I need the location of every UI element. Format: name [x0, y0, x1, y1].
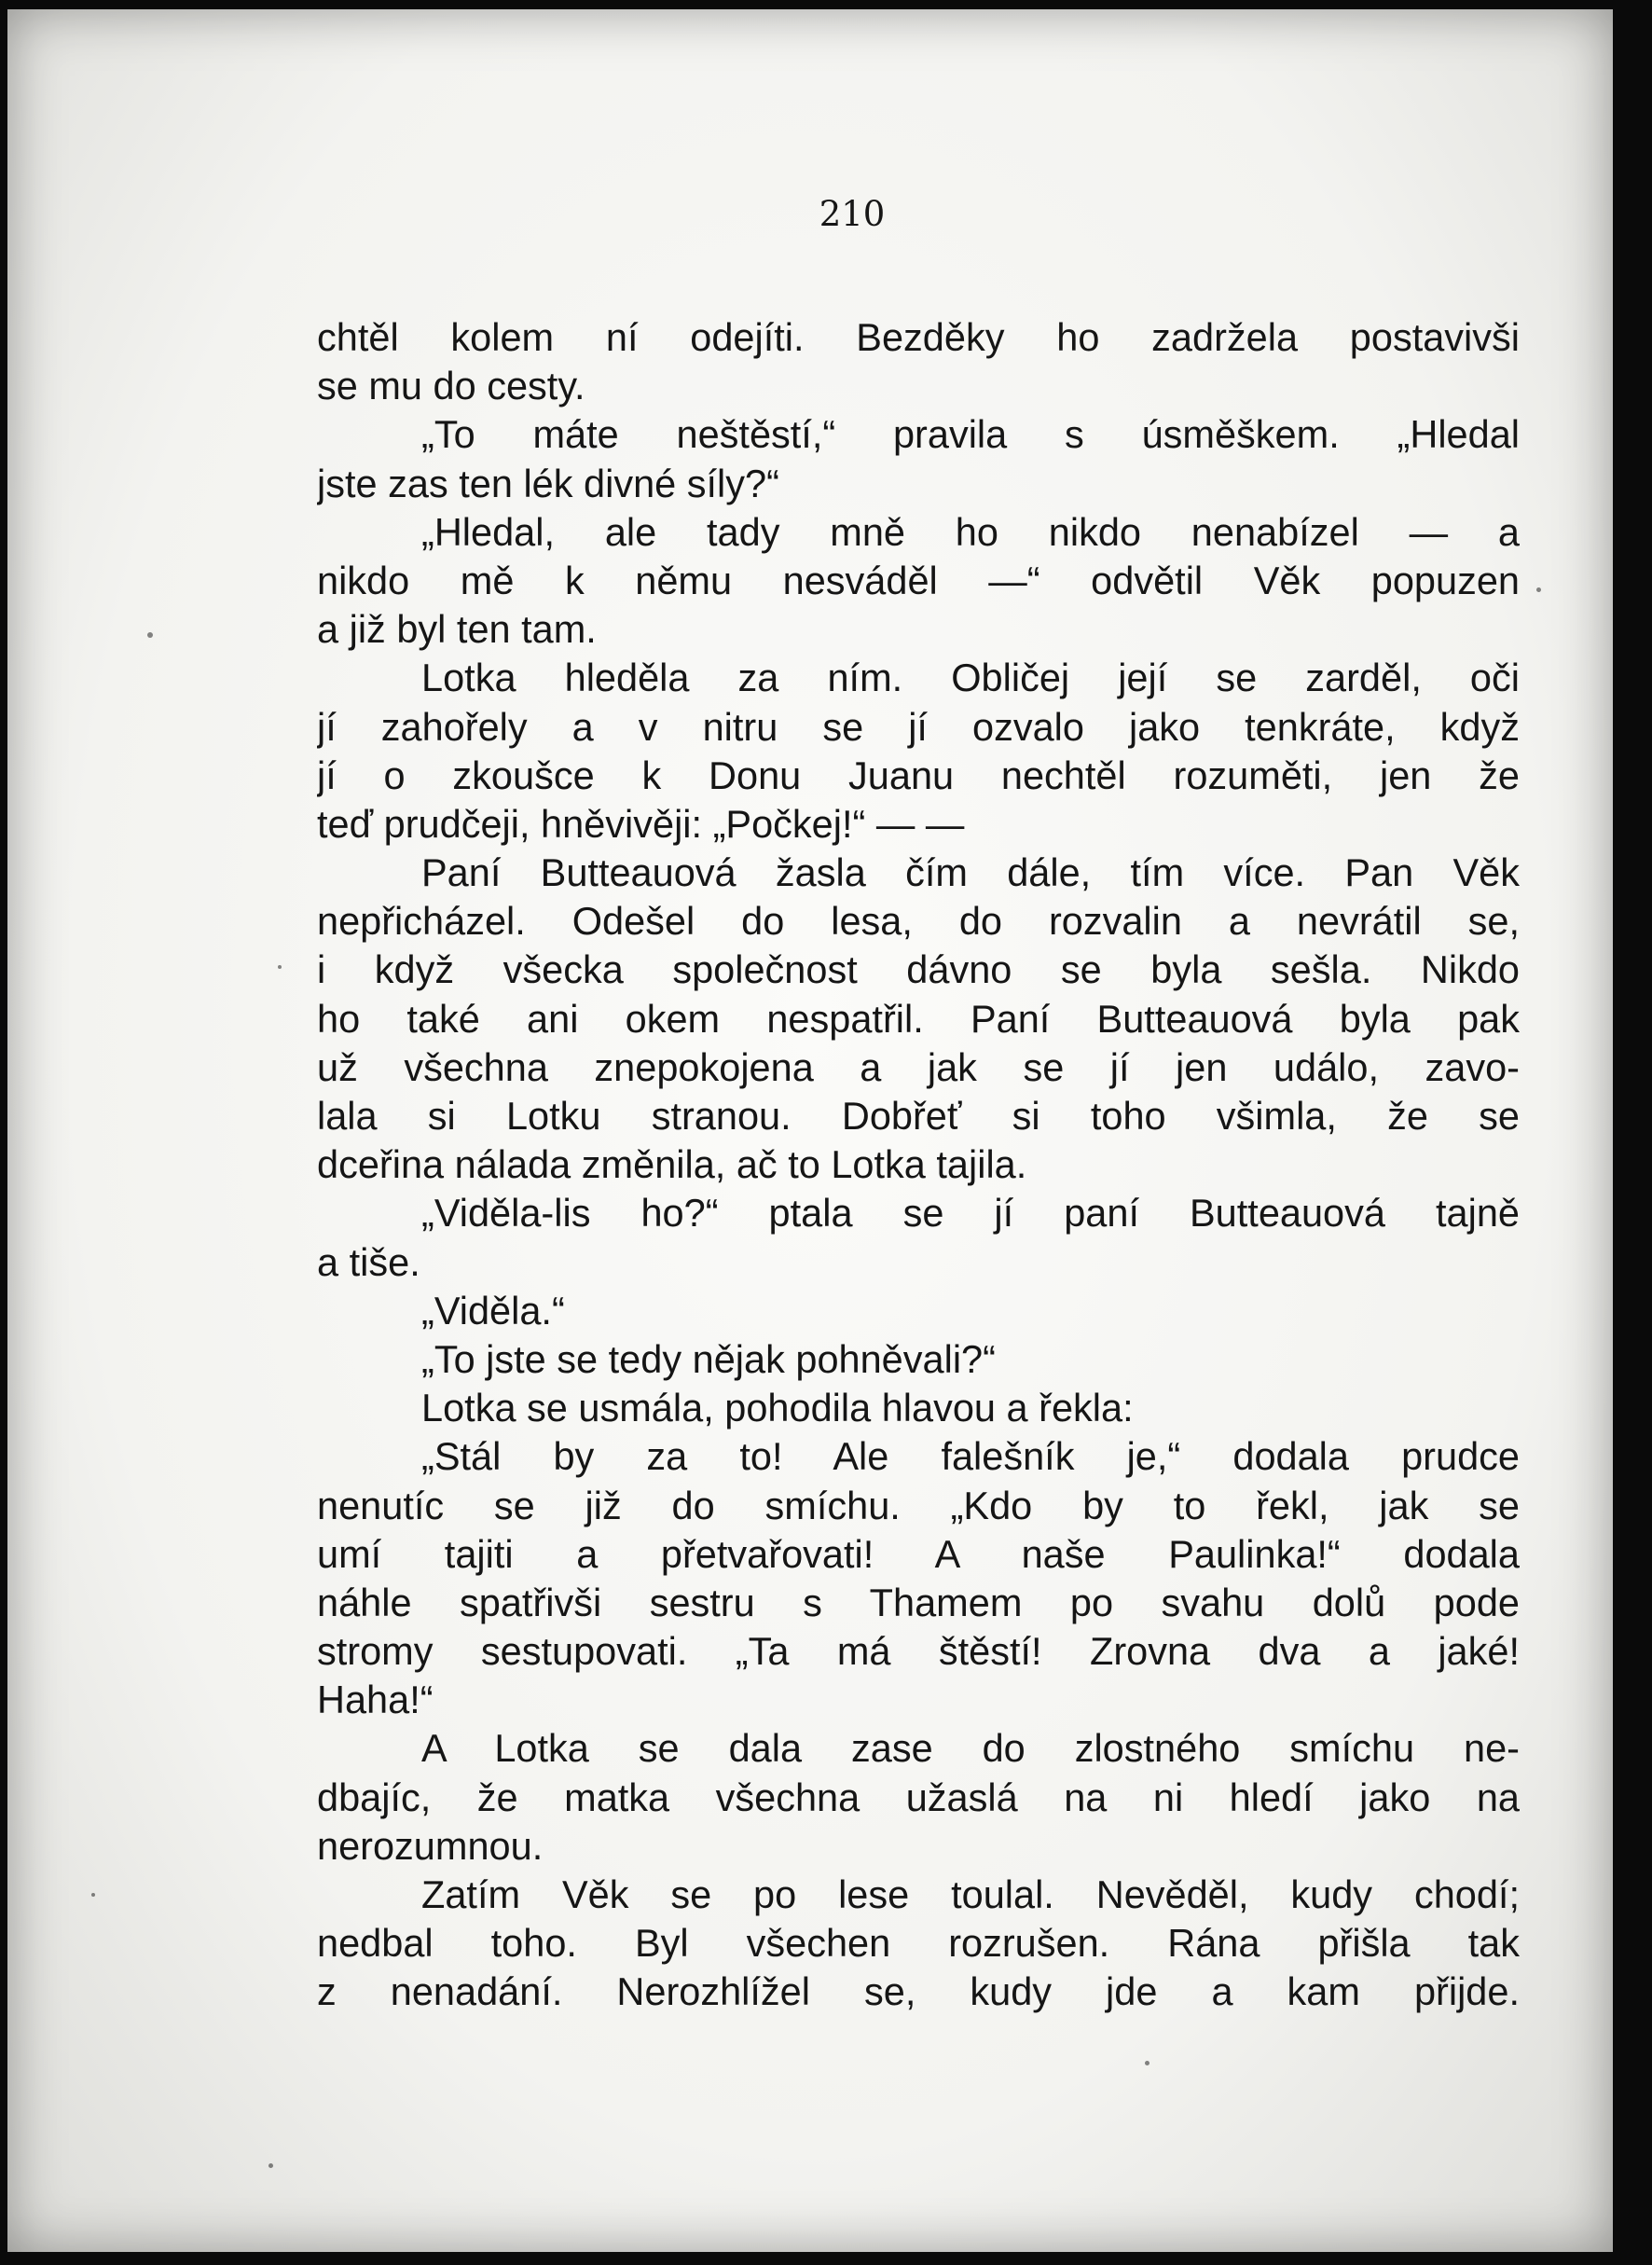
text-line: jí zahořely a v nitru se jí ozvalo jako tenkráte, když: [317, 704, 1520, 749]
text-line: Paní Butteauová žasla čím dále, tím více. Pan Věk: [421, 850, 1520, 895]
text-line: Zatím Věk se po lese toulal. Nevěděl, kudy chodí;: [421, 1872, 1520, 1916]
text-line: náhle spatřivši sestru s Thamem po svahu dolů pode: [317, 1580, 1520, 1624]
body-text: [317, 313, 1520, 2017]
text-line: „Stál by za to! Ale falešník je,“ dodala prudce: [421, 1434, 1520, 1479]
text-line: nikdo mě k němu nesváděl —“ odvětil Věk popuzen: [317, 558, 1520, 602]
scan-speck: [1536, 587, 1541, 592]
scan-speck: [1145, 2061, 1150, 2065]
text-line: jste zas ten lék divné síly?“: [317, 461, 779, 505]
text-line: nedbal toho. Byl všechen rozrušen. Rána přišla tak: [317, 1921, 1520, 1966]
text-line: Haha!“: [317, 1678, 434, 1722]
text-line: i když všecka společnost dávno se byla sešla. Nikdo: [317, 947, 1520, 992]
text-line: Lotka hleděla za ním. Obličej její se zarděl, oči: [421, 656, 1520, 700]
text-line: a již byl ten tam.: [317, 607, 597, 652]
text-line: lala si Lotku stranou. Dobřeť si toho všimla, že se: [317, 1094, 1520, 1138]
text-line: už všechna znepokojena a jak se jí jen událo, zavo-: [317, 1044, 1520, 1089]
text-line: „Viděla-lis ho?“ ptala se jí paní Butteauová tajně: [421, 1191, 1520, 1236]
text-line: „To máte neštěstí,“ pravila s úsměškem. „Hledal: [421, 412, 1520, 457]
text-line: A Lotka se dala zase do zlostného smíchu ne-: [421, 1726, 1520, 1771]
text-line: nerozumnou.: [317, 1823, 544, 1868]
text-line: „Hledal, ale tady mně ho nikdo nenabízel — a: [421, 509, 1520, 554]
text-line: z nenadání. Nerozhlížel se, kudy jde a kam přijde.: [317, 1969, 1520, 2014]
text-line: „Viděla.“: [421, 1288, 565, 1333]
text-line: umí tajiti a přetvařovati! A naše Paulinka!“ dodala: [317, 1531, 1520, 1576]
scan-speck: [268, 2163, 273, 2168]
text-line: jí o zkoušce k Donu Juanu nechtěl rozuměti, jen že: [317, 753, 1520, 797]
text-line: Lotka se usmála, pohodila hlavou a řekla:: [421, 1386, 1134, 1430]
text-line: „To jste se tedy nějak pohněvali?“: [421, 1336, 996, 1381]
text-line: ho také ani okem nespatřil. Paní Butteauová byla pak: [317, 996, 1520, 1041]
text-line: teď prudčeji, hněvivěji: „Počkej!“ — —: [317, 801, 965, 846]
scan-speck: [278, 965, 282, 969]
scan-speck: [91, 1893, 95, 1897]
text-line: nenutíc se již do smíchu. „Kdo by to řekl, jak se: [317, 1483, 1520, 1527]
page-number: 210: [819, 194, 886, 234]
scanned-page: [7, 9, 1613, 2252]
scan-speck: [147, 632, 153, 638]
text-line: dbajíc, že matka všechna užaslá na ni hledí jako na: [317, 1775, 1520, 1819]
text-line: se mu do cesty.: [317, 364, 585, 408]
text-line: dceřina nálada změnila, ač to Lotka tajila.: [317, 1142, 1027, 1187]
text-line: stromy sestupovati. „Ta má štěstí! Zrovna dva a jaké!: [317, 1629, 1520, 1674]
text-line: nepřicházel. Odešel do lesa, do rozvalin a nevrátil se,: [317, 899, 1520, 944]
text-line: chtěl kolem ní odejíti. Bezděky ho zadržela postavivši: [317, 315, 1520, 359]
text-line: a tiše.: [317, 1239, 420, 1284]
